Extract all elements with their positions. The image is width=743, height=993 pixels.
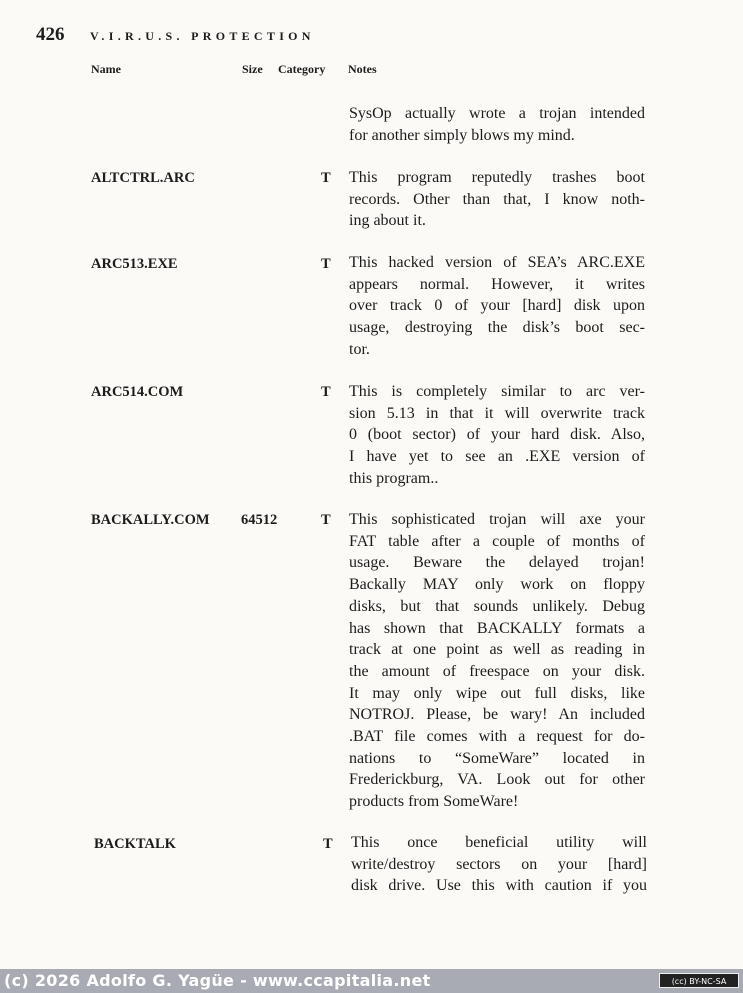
note-line: This program reputedly trashes boot [349, 169, 645, 186]
note-line: This is completely similar to arc ver- [349, 383, 645, 400]
note-line: for another simply blows my mind. [349, 126, 575, 144]
footer-bar [0, 969, 743, 993]
note-line: It may only wipe out full disks, like [349, 684, 645, 702]
note-line: I have yet to see an .EXE version of [349, 448, 645, 466]
note-line: This hacked version of SEA’s ARC.EXE [349, 254, 645, 271]
entry-name: BACKALLY.COM [91, 512, 210, 528]
note-line: the amount of freespace on your disk. [349, 662, 645, 680]
note-line: tor. [349, 340, 370, 358]
note-line: This sophisticated trojan will axe your [349, 511, 645, 528]
entry-size: 64512 [241, 512, 278, 528]
note-line: has shown that BACKALLY formats a [349, 619, 645, 637]
entry-name: ARC514.COM [91, 384, 184, 400]
entry-name: ALTCTRL.ARC [91, 170, 195, 186]
note-line: appears normal. However, it writes [349, 275, 645, 293]
entry-note [349, 509, 645, 813]
license-badge [659, 973, 739, 988]
continuation-note [349, 103, 645, 146]
entry-note [349, 252, 645, 361]
note-line: disks, but that sounds unlikely. Debug [349, 597, 645, 615]
note-line: this program.. [349, 469, 439, 487]
entry-category: T [323, 836, 333, 852]
note-line: usage. Beware the delayed trojan! [349, 554, 645, 572]
running-head: V.I.R.U.S. PROTECTION [90, 29, 315, 43]
entry-name: BACKTALK [94, 836, 176, 852]
note-line: Frederickburg, VA. Look out for other [349, 771, 645, 789]
note-line: track at one point as well as reading in [349, 641, 645, 659]
entry-name: ARC513.EXE [91, 256, 178, 272]
column-header-size: Size [242, 62, 263, 76]
note-line: .BAT file comes with a request for do- [349, 728, 645, 746]
entry-category: T [321, 256, 331, 272]
entry-note [349, 381, 645, 490]
note-line: over track 0 of your [hard] disk upon [349, 297, 645, 315]
entry-note [349, 167, 645, 232]
column-header-category: Category [278, 62, 326, 76]
entry-category: T [321, 384, 331, 400]
note-line: Backally MAY only work on floppy [349, 576, 645, 594]
column-header-name: Name [91, 62, 121, 76]
note-line: SysOp actually wrote a trojan intended [349, 105, 645, 122]
note-line: nations to “SomeWare” located in [349, 749, 645, 767]
note-line: write/destroy sectors on your [hard] [351, 855, 647, 873]
note-line: disk drive. Use this with caution if you [351, 877, 647, 895]
note-line: products from SomeWare! [349, 793, 519, 811]
entry-note [351, 832, 647, 897]
note-line: ing about it. [349, 212, 426, 230]
entry-category: T [321, 512, 331, 528]
note-line: records. Other than that, I know noth- [349, 190, 645, 208]
cc-icon: (cc) [671, 977, 687, 986]
note-line: This once beneficial utility will [351, 834, 647, 851]
column-header-notes: Notes [348, 62, 377, 76]
page-number: 426 [36, 24, 65, 45]
note-line: sion 5.13 in that it will overwrite track [349, 404, 645, 422]
copyright-text: (c) 2026 Adolfo G. Yagüe - www.ccapitalia.net [4, 971, 431, 990]
license-label: BY-NC-SA [689, 977, 727, 986]
note-line: FAT table after a couple of months of [349, 532, 645, 550]
note-line: NOTROJ. Please, be wary! An included [349, 706, 645, 724]
entry-category: T [321, 170, 331, 186]
note-line: 0 (boot sector) of your hard disk. Also, [349, 426, 645, 444]
note-line: usage, destroying the disk’s boot sec- [349, 319, 645, 337]
